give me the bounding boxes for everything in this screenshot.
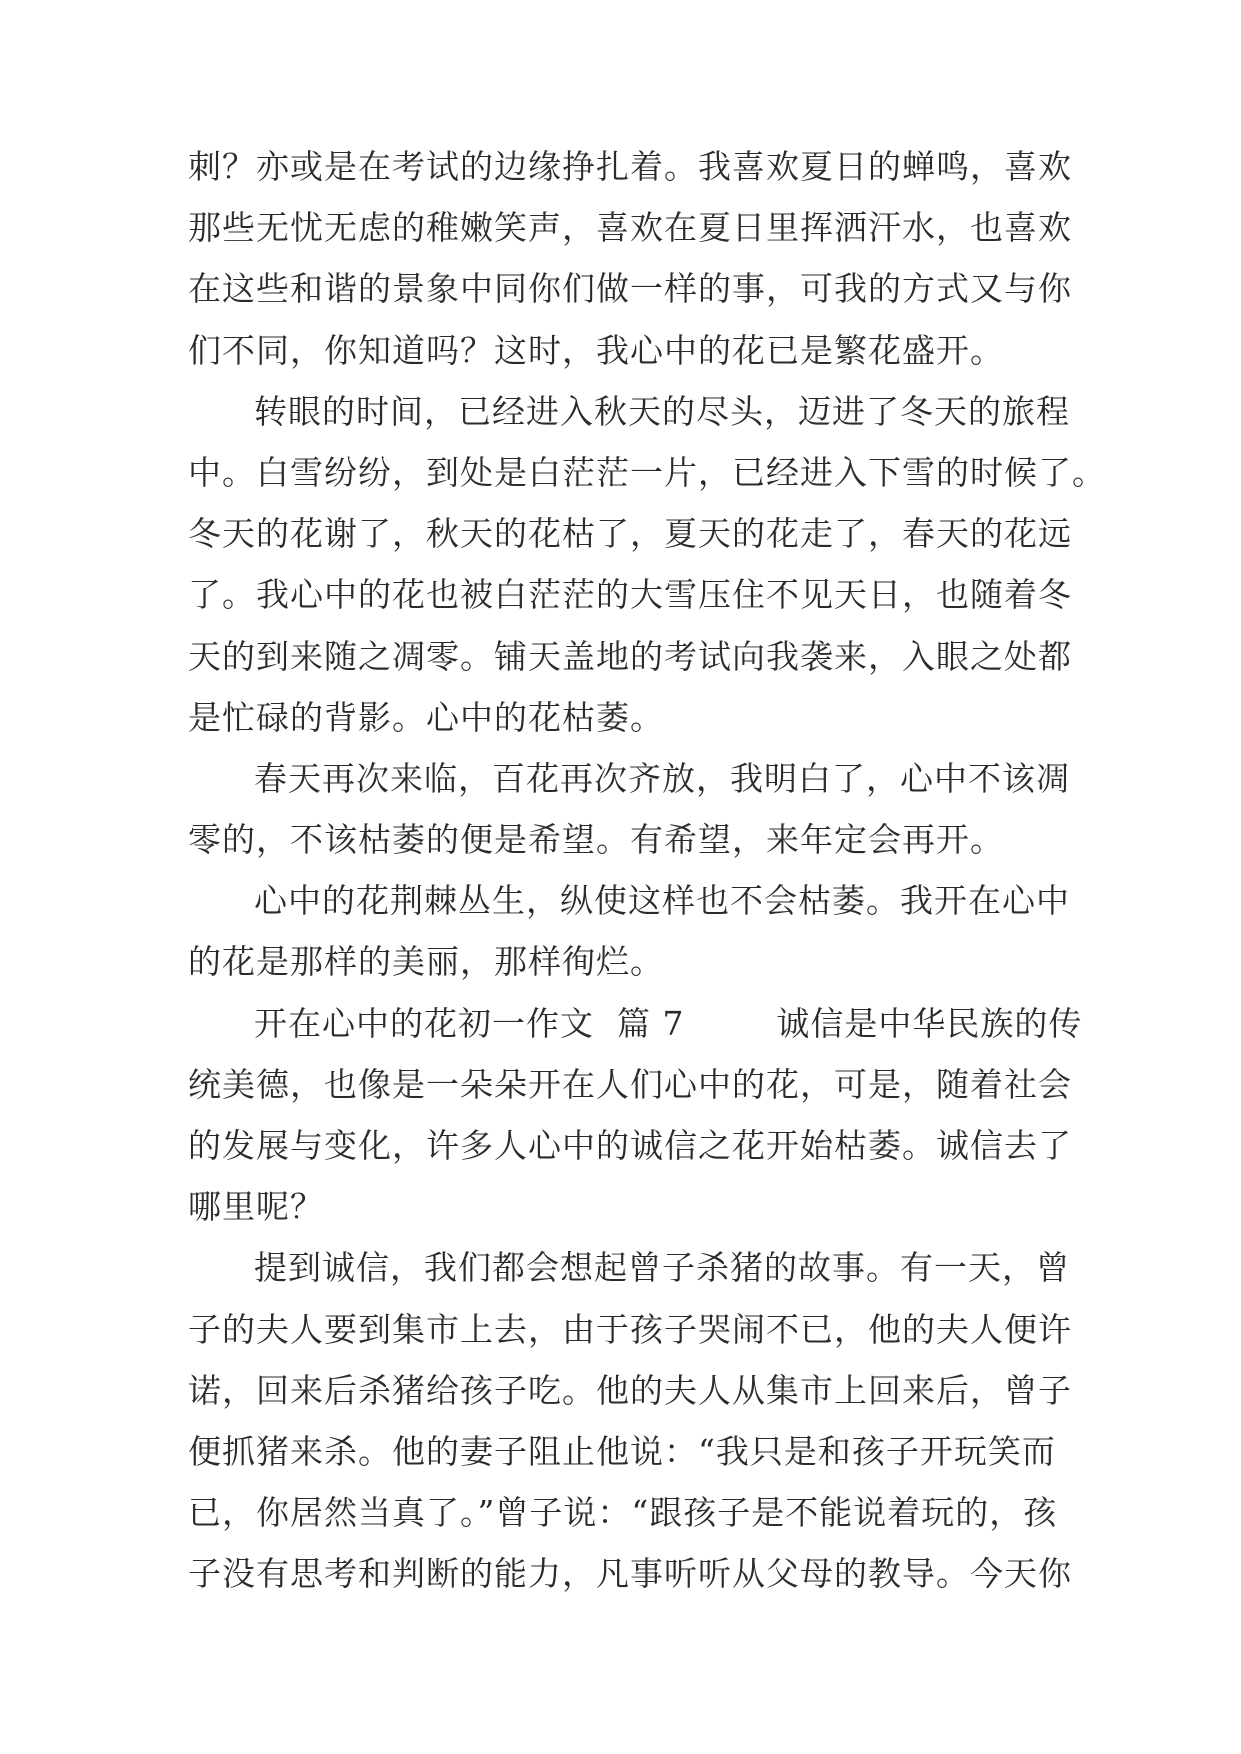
text-line: 已，你居然当真了。”曾子说：“跟孩子是不能说着玩的，孩 [188,1493,1058,1533]
paragraph-3 [188,748,1070,870]
text-line: 春天再次来临，百花再次齐放，我明白了，心中不该凋 [254,758,1070,798]
text-line: 们不同，你知道吗？这时，我心中的花已是繁花盛开。 [188,330,1004,370]
text-line: 冬天的花谢了，秋天的花枯了，夏天的花走了，春天的花远 [188,514,1072,554]
text-line: 子的夫人要到集市上去，由于孩子哭闹不已，他的夫人便许 [188,1309,1072,1349]
document-page [188,136,1106,1605]
text-line: 了。我心中的花也被白茫茫的大雪压住不见天日，也随着冬 [188,575,1072,615]
paragraph-6 [188,1237,1072,1604]
text-line: 提到诚信，我们都会想起曾子杀猪的故事。有一天，曾 [254,1248,1070,1288]
text-line: 统美德，也像是一朵朵开在人们心中的花，可是，随着社会 [188,1064,1072,1104]
text-line: 子没有思考和判断的能力，凡事听听从父母的教导。今天你 [188,1554,1072,1594]
text-line: 天的到来随之凋零。铺天盖地的考试向我袭来，入眼之处都 [188,636,1072,676]
text-line: 零的，不该枯萎的便是希望。有希望，来年定会再开。 [188,820,1004,860]
text-line: 是忙碌的背影。心中的花枯萎。 [188,697,664,737]
text-line: 诺，回来后杀猪给孩子吃。他的夫人从集市上回来后，曾子 [188,1370,1072,1410]
text-line: 那些无忧无虑的稚嫩笑声，喜欢在夏日里挥洒汗水，也喜欢 [188,208,1072,248]
text-line: 心中的花荆棘丛生，纵使这样也不会枯萎。我开在心中 [254,881,1070,921]
text-line: 开在心中的花初一作文 篇 7 诚信是中华民族的传 [254,1003,1083,1043]
text-line: 的发展与变化，许多人心中的诚信之花开始枯萎。诚信去了 [188,1126,1072,1165]
text-line: 在这些和谐的景象中同你们做一样的事，可我的方式又与你 [188,269,1072,309]
paragraph-2 [188,381,1106,748]
paragraph-1 [188,136,1072,381]
text-line: 刺？亦或是在考试的边缘挣扎着。我喜欢夏日的蝉鸣，喜欢 [188,147,1072,186]
text-line: 中。白雪纷纷，到处是白茫茫一片，已经进入下雪的时候了。 [188,452,1106,492]
text-line: 哪里呢？ [188,1187,324,1227]
text-line: 转眼的时间，已经进入秋天的尽头，迈进了冬天的旅程 [254,391,1070,431]
text-line: 的花是那样的美丽，那样徇烂。 [188,942,664,982]
paragraph-5 [188,993,1083,1238]
paragraph-4 [188,870,1070,992]
text-line: 便抓猪来杀。他的妻子阻止他说：“我只是和孩子开玩笑而 [188,1431,1056,1471]
